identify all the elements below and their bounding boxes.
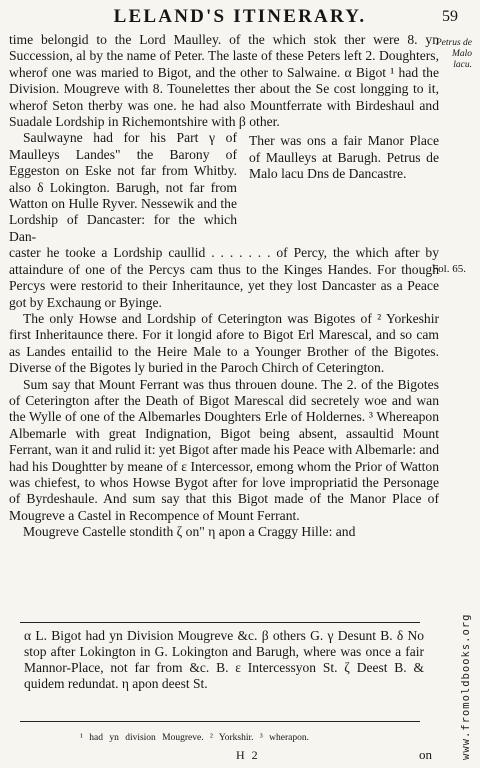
footnotes: ¹ had yn division Mougreve. ² Yorkshir. ³ wherapon. [80,733,309,743]
running-title: LELAND'S ITINERARY. [113,6,367,27]
divider-rule-top [20,622,420,623]
watermark: www.fromoldbooks.org [460,613,472,760]
two-column-block [9,130,439,245]
page-header [0,6,480,32]
paragraph-1: time belongid to the Lord Maulley. of the which stok ther were 8. yn Succession, al by the name of Peter. The laste of these Peters left 2. Doughters, wherof one was maried to Bigot, and the other to Salwaine. α Bigot ¹ had the Division. Mougreve with 8. Tounelettes ther about the Se cost longging to it, wherof Seton therby was one. he had also Mountferrate with Birdeshaul and Suadale Lordship in Richemontshire with β other. [9,32,439,130]
margin-note-folio: Fol. 65. [432,263,466,275]
margin-note-petrus: Petrus de Malo lacu. [435,38,472,70]
paragraph-4: Sum say that Mount Ferrant was thus throuen doune. The 2. of the Bigotes of Ceterington after the Death of Bigot Marescal did secretely woe and wan the Wylle of one of the Albemarles Doughters Erle of Holdernes. ³ Whereapon Albemarle with great Indignation, Bigot being absent, assaultid Mount Ferrant, wan it and rulid it: yet Bigot after made his Peace with Albemarle: and had his Doughtter by meane of ε Intercessor, emong whom the Prior of Watton was chiefest, to whos Howse Bygot after for love impropriatid the Personage of Byrdeshaule. And sum say that this Bigot made of the Manor Place of Mougreve a Castel in Recompence of Mount Ferrant. [9,376,439,523]
paragraph-2-continued: caster he tooke a Lordship caullid . . . . . . . of Percy, the which after by attaindure of one of the Percys cam thus to the Kinges Handes. For though Percys were restorid to their Inheritaunce, yet they lost Dancaster as a Peace got by Exchaung or Byinge. [9,245,439,310]
textual-notes [24,628,424,692]
notes-text: α L. Bigot had yn Division Mougreve &c. β others G. γ Desunt B. δ No stop after Lokington in G. Lokington and Barugh, where was once a fair Mannor-Place, not far from &c. B. ε Intercessyon St. ζ Deest B. & quidem redundat. η apon deest St. [24,628,424,691]
main-text [9,32,439,541]
page-number: 59 [442,8,458,25]
paragraph-3: The only Howse and Lordship of Ceterington was Bigotes of ² Yorkeshir first Inheritaunce there. For it longid afore to Bigot Erl Marescal, and so cam as Landes entailid to the Heire Male to a Younger Brother of the Bigotes. Diverse of the Bigotes ly buried in the Paroch Chirch of Ceterington. [9,310,439,376]
paragraph-2-right: Ther was ons a fair Manor Place of Maulleys at Barugh. Petrus de Malo lacu Dns de Dancastre. [249,133,439,182]
paragraph-2-left: Saulwayne had for his Part γ of Maulleys Landes" the Barony of Eggeston on Eske not far from Whitby. also δ Lokington. Barugh, not far from Watton on Hulle Ryver. Nessewik and the Lordship of Dancaster: for the which Dan- [9,130,237,244]
signature-mark: H 2 [236,748,260,762]
paragraph-5: Mougreve Castelle stondith ζ on" η apon a Craggy Hille: and [23,524,356,540]
divider-rule-bottom [20,721,420,722]
catchword: on [419,747,432,762]
